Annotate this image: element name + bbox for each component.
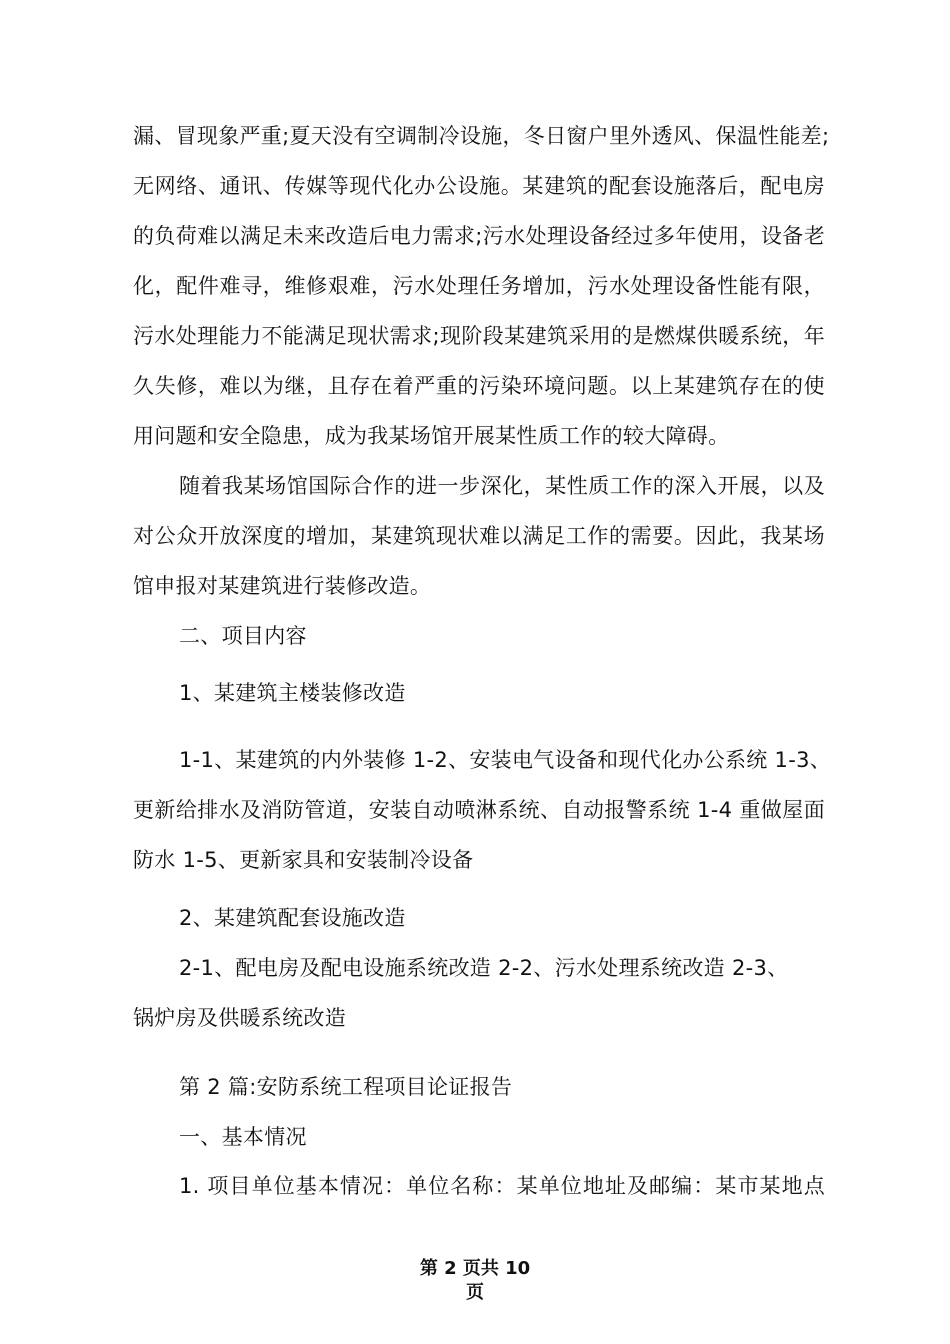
paragraph-1-line-6: 久失修，难以为继，且存在着严重的污染环境问题。以上某建筑存在的使 [133, 374, 825, 398]
chapter-title: 第 2 篇:安防系统工程项目论证报告 [179, 1075, 513, 1099]
paragraph-2-line-1: 随着我某场馆国际合作的进一步深化，某性质工作的深入开展，以及 [179, 474, 825, 498]
paragraph-2-line-3: 馆申报对某建筑进行装修改造。 [133, 574, 432, 598]
paragraph-1-line-7: 用问题和安全隐患，成为我某场馆开展某性质工作的较大障碍。 [133, 424, 730, 448]
paragraph-1-line-5: 污水处理能力不能满足现状需求;现阶段某建筑采用的是燃煤供暖系统，年 [133, 324, 825, 348]
paragraph-2-line-2: 对公众开放深度的增加，某建筑现状难以满足工作的需要。因此，我某场 [133, 524, 825, 548]
heading-project-content: 二、项目内容 [179, 624, 307, 648]
paragraph-1-line-4: 化，配件难寻，维修艰难，污水处理任务增加，污水处理设备性能有限， [133, 274, 825, 298]
paragraph-1-line-3: 的负荷难以满足未来改造后电力需求;污水处理设备经过多年使用，设备老 [133, 224, 825, 248]
heading-basic-info: 一、基本情况 [179, 1125, 307, 1149]
item-2-body-line-1: 2-1、配电房及配电设施系统改造 2-2、污水处理系统改造 2-3、 [179, 956, 789, 980]
item-basic-1: 1. 项目单位基本情况：单位名称：某单位地址及邮编：某市某地点 [179, 1174, 825, 1198]
paragraph-1-line-2: 无网络、通讯、传媒等现代化办公设施。某建筑的配套设施落后，配电房 [133, 174, 825, 198]
item-2-body-line-2: 锅炉房及供暖系统改造 [133, 1006, 346, 1030]
item-1-body-line-2: 更新给排水及消防管道，安装自动喷淋系统、自动报警系统 1-4 重做屋面 [133, 798, 825, 822]
item-1-title: 1、某建筑主楼装修改造 [179, 681, 406, 705]
page-number-line-1: 第 2 页共 10 [419, 1258, 531, 1279]
item-1-body-line-3: 防水 1-5、更新家具和安装制冷设备 [133, 848, 474, 872]
item-1-body-line-1: 1-1、某建筑的内外装修 1-2、安装电气设备和现代化办公系统 1-3、 [179, 748, 832, 772]
item-2-title: 2、某建筑配套设施改造 [179, 906, 406, 930]
page-number-line-2: 页 [466, 1282, 484, 1303]
paragraph-1-line-1: 漏、冒现象严重;夏天没有空调制冷设施，冬日窗户里外透风、保温性能差; [133, 124, 830, 148]
